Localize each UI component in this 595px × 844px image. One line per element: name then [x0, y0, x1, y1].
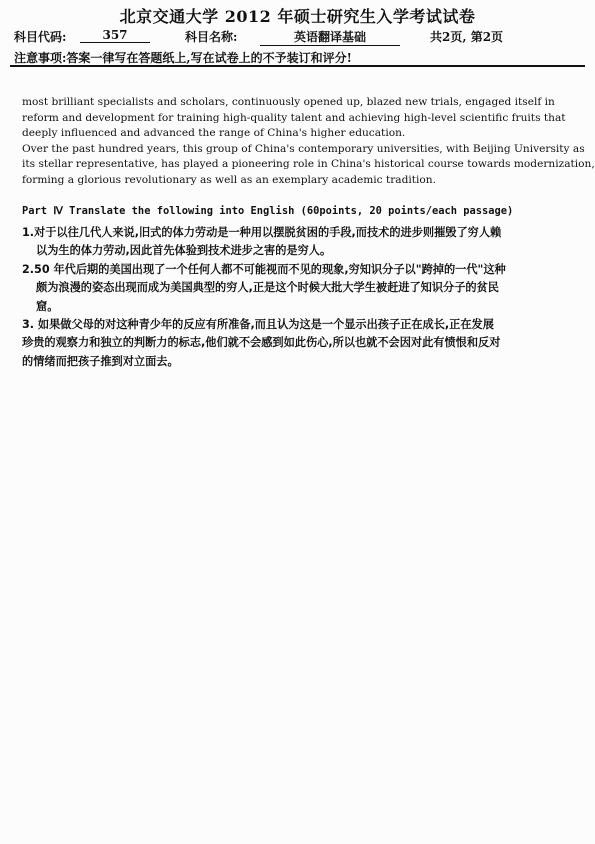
question-2-line: 2.50 年代后期的美国出现了一个任何人都不可能视而不见的现象,穷知识分子以"跨掉的一代"这种: [22, 262, 506, 276]
header-divider: [10, 65, 585, 67]
subject-name-label: 科目名称:: [185, 30, 238, 44]
english-passage: [22, 95, 595, 189]
subject-code-label: 科目代码:: [14, 30, 67, 44]
passage-line: most brilliant specialists and scholars, continuously opened up, blazed new trials, engaged itself in: [22, 96, 555, 108]
question-3-line: 的情绪而把孩子推到对立面去。: [22, 354, 179, 368]
subject-code-value: 357: [80, 28, 150, 43]
exam-notice: 注意事项:答案一律写在答题纸上,写在试卷上的不予装订和评分!: [14, 51, 352, 65]
question-1-line: 以为生的体力劳动,因此首先体验到技术进步之害的是穷人。: [36, 244, 332, 258]
passage-line: Over the past hundred years, this group of China's contemporary universities, with Beijing University as: [22, 142, 585, 155]
translation-questions: [22, 224, 582, 371]
question-2-line: 颇为浪漫的姿态出现而成为美国典型的穷人,正是这个时候大批大学生被赶进了知识分子的贫民: [36, 281, 499, 295]
passage-line: its stellar representative, has played a pioneering role in China's historical course towards modernization,: [22, 158, 595, 171]
question-1-line: 1.对于以往几代人来说,旧式的体力劳动是一种用以摆脱贫困的手段,而技术的进步则摧毁了穷人赖: [22, 226, 502, 239]
page-info: 共2页, 第2页: [430, 30, 504, 44]
subject-info-row: [10, 28, 585, 46]
subject-name-value: 英语翻译基础: [260, 28, 400, 46]
question-3-line: 3. 如果做父母的对这种青少年的反应有所准备,而且认为这是一个显示出孩子正在成长,正在发展: [22, 317, 494, 331]
passage-line: deeply influenced and advanced the range of China's higher education.: [22, 127, 406, 140]
question-2-line: 窟。: [36, 299, 59, 313]
passage-line: forming a glorious revolutionary as well as an exemplary academic tradition.: [22, 173, 436, 186]
part-4-heading: Part Ⅳ Translate the following into English (60points, 20 points/each passage): [22, 205, 514, 217]
passage-line: reform and development for training high-quality talent and achieving high-level scientific fruits that: [22, 111, 566, 124]
exam-title: 北京交通大学 2012 年硕士研究生入学考试试卷: [119, 7, 476, 26]
question-3-line: 珍贵的观察力和独立的判断力的标志,他们就不会感到如此伤心,所以也就不会因对此有愤恨和反对: [22, 336, 501, 350]
